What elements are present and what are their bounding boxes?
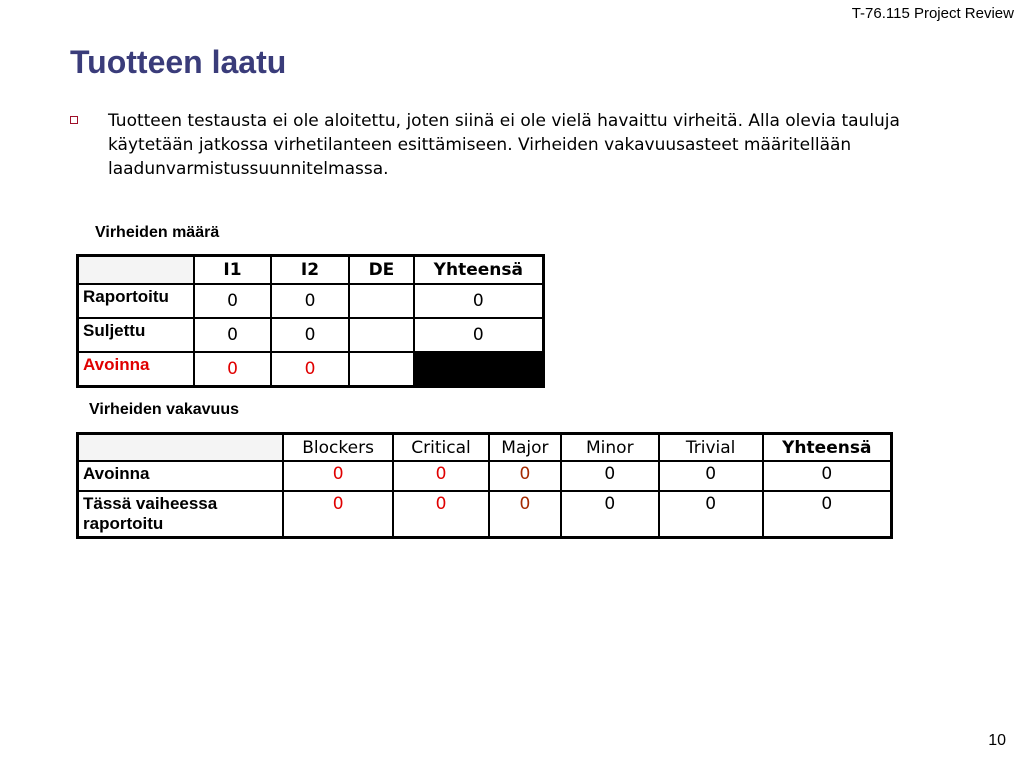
table-cell-filled [414, 352, 544, 387]
row-label: Suljettu [78, 318, 195, 352]
table-cell: 0 [489, 491, 561, 538]
table1-caption: Virheiden määrä [95, 224, 220, 241]
table-cell: 0 [271, 284, 350, 318]
table2-caption: Virheiden vakavuus [89, 401, 239, 418]
row-label: Raportoitu [78, 284, 195, 318]
table-cell: 0 [763, 491, 892, 538]
table-cell: 0 [194, 352, 270, 387]
table-cell: 0 [393, 491, 489, 538]
table-cell: 0 [561, 491, 659, 538]
column-header: I2 [271, 256, 350, 285]
page-number: 10 [988, 732, 1006, 749]
table-cell [349, 284, 413, 318]
header-empty-cell [78, 256, 195, 285]
bullet-text: Tuotteen testausta ei ole aloitettu, joten siinä ei ole vielä havaittu virheitä. Alla olevia tauluja käytetään jatkossa virhetilanteen esittämiseen. Virheiden vakavuusasteet määritellään laadunvarmistussuunnitelmassa. [108, 111, 900, 179]
presentation-header: T-76.115 Project Review [851, 5, 1014, 22]
square-bullet-icon [70, 116, 78, 124]
column-header: Blockers [283, 434, 393, 462]
defect-severity-table [76, 432, 893, 539]
defect-count-table [76, 254, 545, 388]
table-cell [349, 318, 413, 352]
header-empty-cell [78, 434, 284, 462]
table-cell: 0 [489, 461, 561, 491]
column-header: I1 [194, 256, 270, 285]
table-cell: 0 [283, 491, 393, 538]
column-header: DE [349, 256, 413, 285]
table-cell: 0 [561, 461, 659, 491]
table-cell: 0 [271, 318, 350, 352]
table-cell: 0 [194, 318, 270, 352]
table-cell [349, 352, 413, 387]
table-cell: 0 [414, 318, 544, 352]
column-header: Major [489, 434, 561, 462]
slide-title: Tuotteen laatu [70, 44, 287, 80]
column-header: Minor [561, 434, 659, 462]
column-header: Yhteensä [763, 434, 892, 462]
row-label: Avoinna [78, 352, 195, 387]
row-label: Tässä vaiheessa raportoitu [78, 491, 284, 538]
table-cell: 0 [763, 461, 892, 491]
table-cell: 0 [414, 284, 544, 318]
table-cell: 0 [659, 461, 763, 491]
column-header: Critical [393, 434, 489, 462]
column-header: Trivial [659, 434, 763, 462]
table-cell: 0 [194, 284, 270, 318]
row-label: Avoinna [78, 461, 284, 491]
table-cell: 0 [659, 491, 763, 538]
table-cell: 0 [393, 461, 489, 491]
column-header: Yhteensä [414, 256, 544, 285]
table-cell: 0 [271, 352, 350, 387]
table-cell: 0 [283, 461, 393, 491]
